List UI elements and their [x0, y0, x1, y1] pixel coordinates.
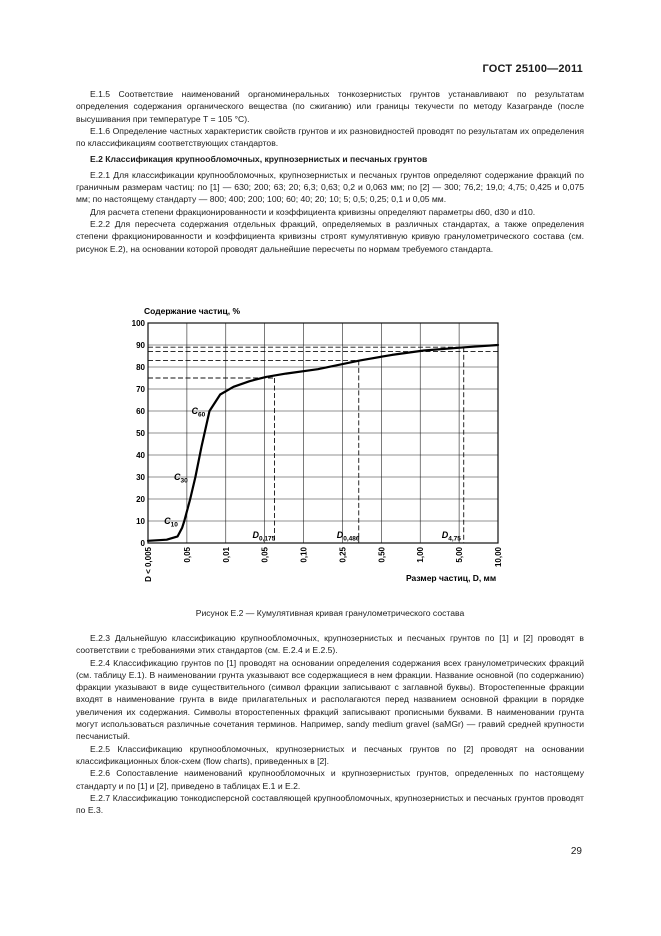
paragraph-e2-3: Е.2.3 Дальнейшую классификацию крупнообломочных, крупнозернистых и песчаных грунтов по [1] и [2] проводят в соответствии с требованиями этих стандартов (см. Е.2.4 и Е.2.5). [76, 633, 584, 656]
chart-grid [148, 323, 498, 543]
annotation-label: $D_{0,486}$ [336, 530, 360, 543]
paragraph-e1-5: Е.1.5 Соответствие наименований органоминеральных тонкозернистых грунтов устанавливают по результатам определения содержания органического вещества (по сжиганию) или границы текучести по методу Казагранде (после высушивания при температуре T = 105 °C). [76, 89, 584, 124]
x-tick-label: 0,25 [338, 547, 348, 563]
paragraph-e2-1: Е.2.1 Для классификации крупнообломочных, крупнозернистых и песчаных грунтов определяют содержание фракций по граничным размерам частиц: по [1] — 630; 200; 63; 20; 6,3; 0,63; 0,2 и 0,063 мм; по [2] — 300; 76,2; 19,0; 4,75; 0,425 и 0,075 мм; по настоящему стандарту — 800; 400; 200; 100; 60; 40; 20; 10; 5; 0,5; 0,25; 0,1 и 0,05 мм. [76, 169, 584, 205]
x-tick-label: 1,00 [416, 547, 426, 563]
annotation-label: $D_{0,175}$ [252, 530, 276, 543]
x-tick-label: 0,05 [182, 547, 192, 563]
curve-line [148, 345, 498, 541]
x-tick-label: 0,10 [299, 547, 309, 563]
x-tick-label: 5,00 [455, 547, 465, 563]
x-tick-label: 10,00 [494, 547, 503, 568]
y-tick-label: 90 [136, 341, 145, 350]
annotation-label: $C_{30}$ [173, 472, 188, 485]
x-tick-label: 0,50 [377, 547, 387, 563]
y-tick-labels [132, 319, 146, 548]
x-axis-label: Размер частиц, D, мм [406, 573, 497, 583]
y-tick-label: 10 [136, 517, 145, 526]
y-axis-label: Содержание частиц, % [144, 306, 241, 316]
y-tick-label: 100 [131, 319, 145, 328]
figure-caption: Рисунок Е.2 — Кумулятивная кривая гранулометрического состава [195, 608, 465, 618]
y-tick-label: 40 [136, 451, 145, 460]
y-tick-label: 30 [136, 473, 145, 482]
paragraph-e2-7: Е.2.7 Классификацию тонкодисперсной составляющей крупнообломочных, крупнозернистых и песчаных грунтов проводят по Е.3. [76, 792, 584, 816]
curve-annotations [164, 406, 461, 543]
paragraph-e1-6: Е.1.6 Определение частных характеристик свойств грунтов и их разновидностей проводят по результатам их определения по классификациям соответствующих стандартов. [76, 125, 584, 149]
cumulative-curve [148, 345, 498, 541]
paragraph-e2-4: Е.2.4 Классификацию грунтов по [1] проводят на основании определения содержания всех гранулометрических фракций (см. таблицу Е.1). В наименовании грунта указывают все содержащиеся в нем фракции. Название основной (по содержанию) фракции указывают в виде существительного (символ фракции записывают с заглавной буквы). Второстепенные фракции входят в наименование грунта в виде прилагательных и располагаются перед названием основной фракции в порядке увеличения их содержания. Символы второстепенных фракций записывают прописными буквами. В наименовании грунта могут использоваться различные сочетания терминов. Например, sandy medium gravel (saMGr) — гравий средней крупности песчанистый. [76, 657, 584, 742]
y-tick-label: 0 [140, 539, 145, 548]
text-block-bottom [76, 632, 584, 816]
annotation-label: $C_{60}$ [191, 406, 206, 419]
paragraph-e2-2: Е.2.2 Для пересчета содержания отдельных фракций, определяемых в различных стандартах, а также определения степени фракционированности и коэффициента кривизны строят кумулятивную кривую гранулометрического состава (см. рисунок Е.2), на основании которой проводят дальнейшие пересчеты по нормам требуемого стандарта. [76, 218, 584, 254]
paragraph-e2-5: Е.2.5 Классификацию крупнообломочных, крупнозернистых и песчаных грунтов по [2] проводят на основании классификационных блок-схем (flow charts), приведенных в [2]. [76, 743, 584, 766]
annotation-label: $C_{10}$ [164, 516, 178, 529]
y-tick-label: 60 [136, 407, 145, 416]
document-code: ГОСТ 25100—2011 [482, 63, 583, 75]
page-number: 29 [570, 846, 582, 857]
paragraph-e2-6: Е.2.6 Сопоставление наименований крупнообломочных и крупнозернистых грунтов, определенных по настоящему стандарту и по [1] и [2], приведено в таблицах Е.1 и Е.2. [76, 768, 584, 791]
x-tick-label: D < 0,005 [144, 547, 153, 582]
cumulative-curve-chart [100, 300, 530, 590]
y-tick-label: 70 [136, 385, 145, 394]
section-heading-e2: Е.2 Классификация крупнообломочных, крупнозернистых и песчаных грунтов [90, 154, 428, 165]
text-block-top [76, 88, 584, 255]
x-tick-label: 0,05 [260, 547, 270, 563]
y-tick-label: 20 [136, 495, 145, 504]
reference-lines [148, 347, 498, 543]
x-tick-label: 0,01 [221, 547, 231, 563]
paragraph-e2-1-params: Для расчета степени фракционированности и коэффициента кривизны определяют параметры d60, d30 и d10. [90, 206, 536, 217]
y-tick-label: 80 [136, 363, 145, 372]
annotation-label: $D_{4,75}$ [441, 530, 461, 543]
y-tick-label: 50 [136, 429, 145, 438]
